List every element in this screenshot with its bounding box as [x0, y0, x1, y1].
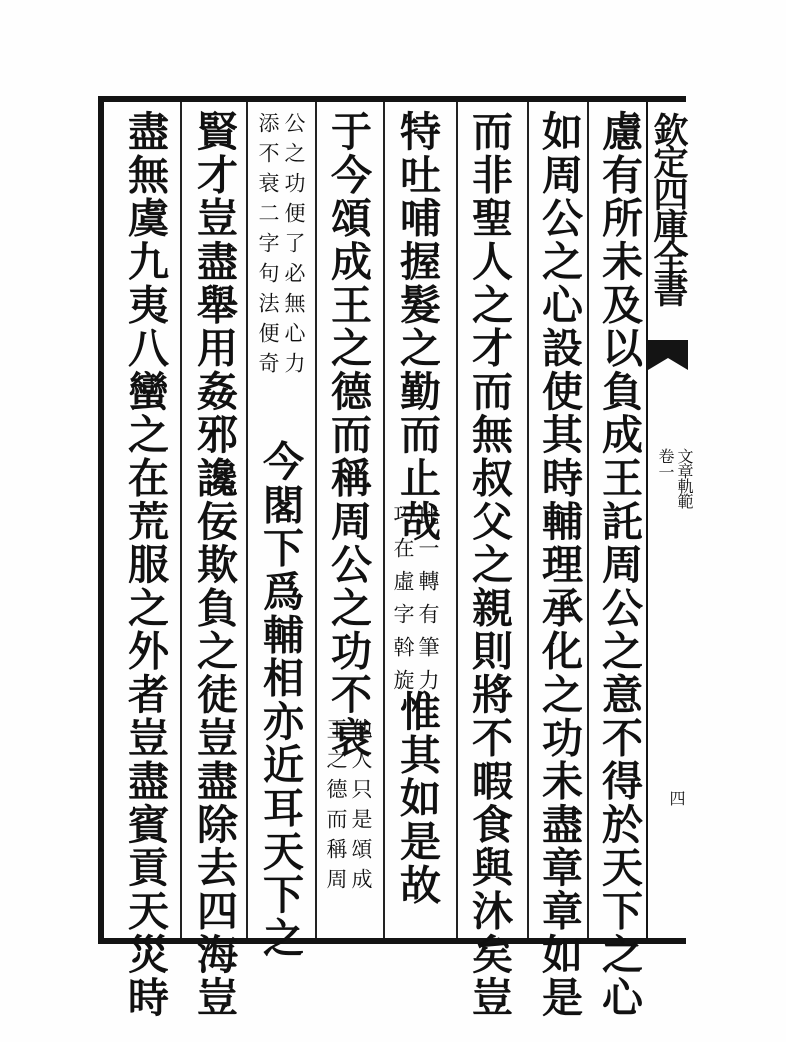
text-column: 而非聖人之才而無叔父之親則將不暇食與沐矣豈: [465, 110, 513, 1020]
column-rule: [246, 102, 248, 938]
book-title: 文章軌範: [675, 448, 694, 508]
fish-tail-mark-icon: [648, 340, 688, 380]
text-column-part: 特吐哺握髮之勤而止哉: [393, 110, 441, 543]
collection-title: 欽定四庫全書: [648, 112, 689, 304]
text-column-part: 今閣下爲輔相亦近耳天下之: [256, 440, 304, 960]
page-number: 四: [667, 790, 686, 806]
commentary-note-left: 添不衰二字句法便奇: [256, 112, 280, 382]
volume-label: 卷一: [656, 448, 675, 480]
commentary-note-left: 巧在虛字斡旋: [391, 504, 415, 702]
text-column: 如周公之心設使其時輔理承化之功未盡章章如是: [535, 110, 583, 1020]
commentary-note-right: 他人只是頌成: [349, 718, 373, 898]
text-column: 慮有所未及以負成王託周公之意不得於天下之心: [595, 110, 643, 1020]
column-rule: [180, 102, 182, 938]
column-rule: [315, 102, 317, 938]
column-rule: [383, 102, 385, 938]
column-rule: [587, 102, 589, 938]
column-rule: [456, 102, 458, 938]
text-column-part: 于今頌成王之德而稱周公之功不衰: [324, 110, 372, 760]
commentary-note-right: 公之功便了必無心力: [282, 112, 306, 382]
text-column: 賢才豈盡舉用姦邪讒佞欺負之徒豈盡除去四海豈: [190, 110, 238, 1020]
text-column-part: 惟其如是故: [393, 690, 441, 907]
column-rule: [527, 102, 529, 938]
commentary-note-right: 此一轉有筆力: [416, 504, 440, 702]
commentary-note-left: 王之德而稱周: [324, 718, 348, 898]
text-column: 盡無虞九夷八蠻之在荒服之外者豈盡賓貢天災時: [121, 110, 169, 1020]
